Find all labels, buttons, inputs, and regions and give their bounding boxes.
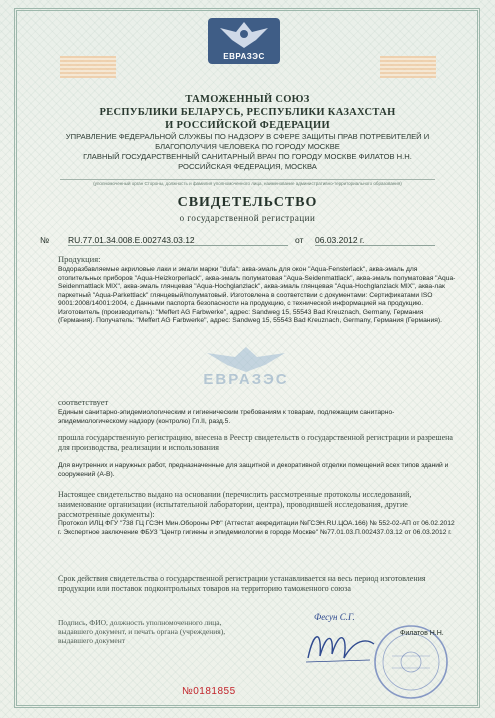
header-line: ТАМОЖЕННЫЙ СОЮЗ — [185, 94, 310, 105]
authority-hint: (уполномоченный орган Стороны, должность и фамилия уполномоченного лица, наименование административно-территориального образования) — [60, 179, 435, 187]
basis-text: Протокол ИЛЦ ФГУ "738 ГЦ ГСЭН Мин.Обороны РФ" (Аттестат аккредитации №ГСЭН.RU.ЦОА.166) № 552-02-АП от 06.02.2012 г. Экспертное заключение ФБУЗ "Центр гигиены и эпидемиологии в городе Москве" №77.01.03.П.002437.03.12 от 06.03.2012 г. — [58, 520, 455, 536]
document-subtitle: о государственной регистрации — [179, 213, 316, 223]
header-line: И РОССИЙСКОЙ ФЕДЕРАЦИИ — [165, 120, 330, 131]
product-description: Водоразбавляемые акриловые лаки и эмали марки "dufa": аква-эмаль для окон "Aqua-Fensterlack", аква-эмаль для отопительных приборов "Aqua-Heizkorperlack", аква-эмаль полуматовая "Aqua-Seidenmattlack", аква-эмаль полуматовая "Aqua-Seidenmattlack MIX", аква-эмаль глянцевая "Aqua-Hochglanzlack", аква-эмаль глянцевая "Aqua-Hochglanzlack MIX", аква-лак паркетный "Aqua-Parkettlack" глянцевый/полуматовый. Изготовлена в соответствии с документами: Сертификатами ISO 9001:2008/14001:2004, с Данными паспорта безопасности на продукцию, с технической информацией на продукцию. Изготовитель (производитель): "Meffert AG Farbwerke", адрес: Sandweg 15, 55543 Bad Kreuznach, Germany, Германия (Германия). Получатель: "Meffert AG Farbwerke", адрес: Sandweg 15, 55543 Bad Kreuznach, Germany, Германия (Германия). — [58, 266, 456, 324]
usage-heading: прошла государственную регистрацию, внесена в Реестр свидетельств о государственной регистрации и разрешена для производства, реализации и использования — [58, 433, 453, 452]
conformity-heading: соответствует — [58, 397, 109, 407]
stamp-official-name: Филатов Н.Н. — [400, 630, 444, 637]
registration-date: 06.03.2012 г. — [315, 235, 435, 246]
header-line: РЕСПУБЛИКИ БЕЛАРУСЬ, РЕСПУБЛИКИ КАЗАХСТАН — [99, 107, 396, 118]
eagle-watermark-icon — [185, 345, 307, 373]
union-header — [40, 93, 455, 132]
handwritten-signature — [300, 620, 380, 670]
authority-line: ГЛАВНЫЙ ГОСУДАРСТВЕННЫЙ САНИТАРНЫЙ ВРАЧ ПО ГОРОДУ МОСКВЕ ФИЛАТОВ Н.Н. — [83, 152, 412, 161]
document-title: СВИДЕТЕЛЬСТВО — [177, 195, 318, 210]
guilloche-pattern-left — [60, 56, 116, 78]
emblem-label: ЕВРАЗЭС — [223, 52, 265, 61]
guilloche-pattern-right — [380, 56, 436, 78]
watermark-label: ЕВРАЗЭС — [203, 371, 289, 388]
authority-line: УПРАВЛЕНИЕ ФЕДЕРАЛЬНОЙ СЛУЖБЫ ПО НАДЗОРУ В СФЕРЕ ЗАЩИТЫ ПРАВ ПОТРЕБИТЕЛЕЙ И — [65, 132, 430, 141]
signature-caption: Подпись, ФИО, должность уполномоченного лица, выдавшего документ, и печать органа (учреждения), выдавшего документ — [58, 618, 226, 645]
basis-heading: Настоящее свидетельство выдано на основании (перечислить рассмотренные протоколы исследований, наименование организации (испытательной лаборатории, центра), проводившей исследования, другие рассмотренные документы): — [58, 490, 412, 519]
product-heading: Продукция: — [58, 254, 101, 264]
validity-statement: Срок действия свидетельства о государственной регистрации устанавливается на весь период изготовления продукции или поставок подконтрольных товаров на территорию таможенного союза — [58, 574, 426, 593]
eurasec-emblem — [208, 18, 280, 64]
authority-line: БЛАГОПОЛУЧИЯ ЧЕЛОВЕКА ПО ГОРОДУ МОСКВЕ — [155, 142, 340, 151]
date-label: от — [295, 235, 304, 245]
issuing-authority — [40, 132, 455, 172]
usage-text: Для внутренних и наружных работ, предназначенные для защитной и декоративной отделки помещений всех типов зданий и сооружений (А-В). — [58, 462, 449, 478]
number-label: № — [40, 235, 50, 245]
registration-row — [40, 235, 455, 249]
authority-line: РОССИЙСКАЯ ФЕДЕРАЦИЯ, МОСКВА — [178, 162, 317, 171]
serial-number: №0181855 — [182, 686, 236, 697]
conformity-text: Единым санитарно-эпидемиологическим и гигиеническим требованиям к товарам, подлежащим санитарно-эпидемиологическому надзору (контролю) Гл.II, разд.5. — [58, 409, 395, 425]
eagle-icon — [208, 18, 280, 52]
registration-number: RU.77.01.34.008.Е.002743.03.12 — [68, 235, 288, 246]
signatory-name: Фесун С.Г. — [314, 612, 355, 622]
eurasec-watermark — [185, 345, 307, 389]
